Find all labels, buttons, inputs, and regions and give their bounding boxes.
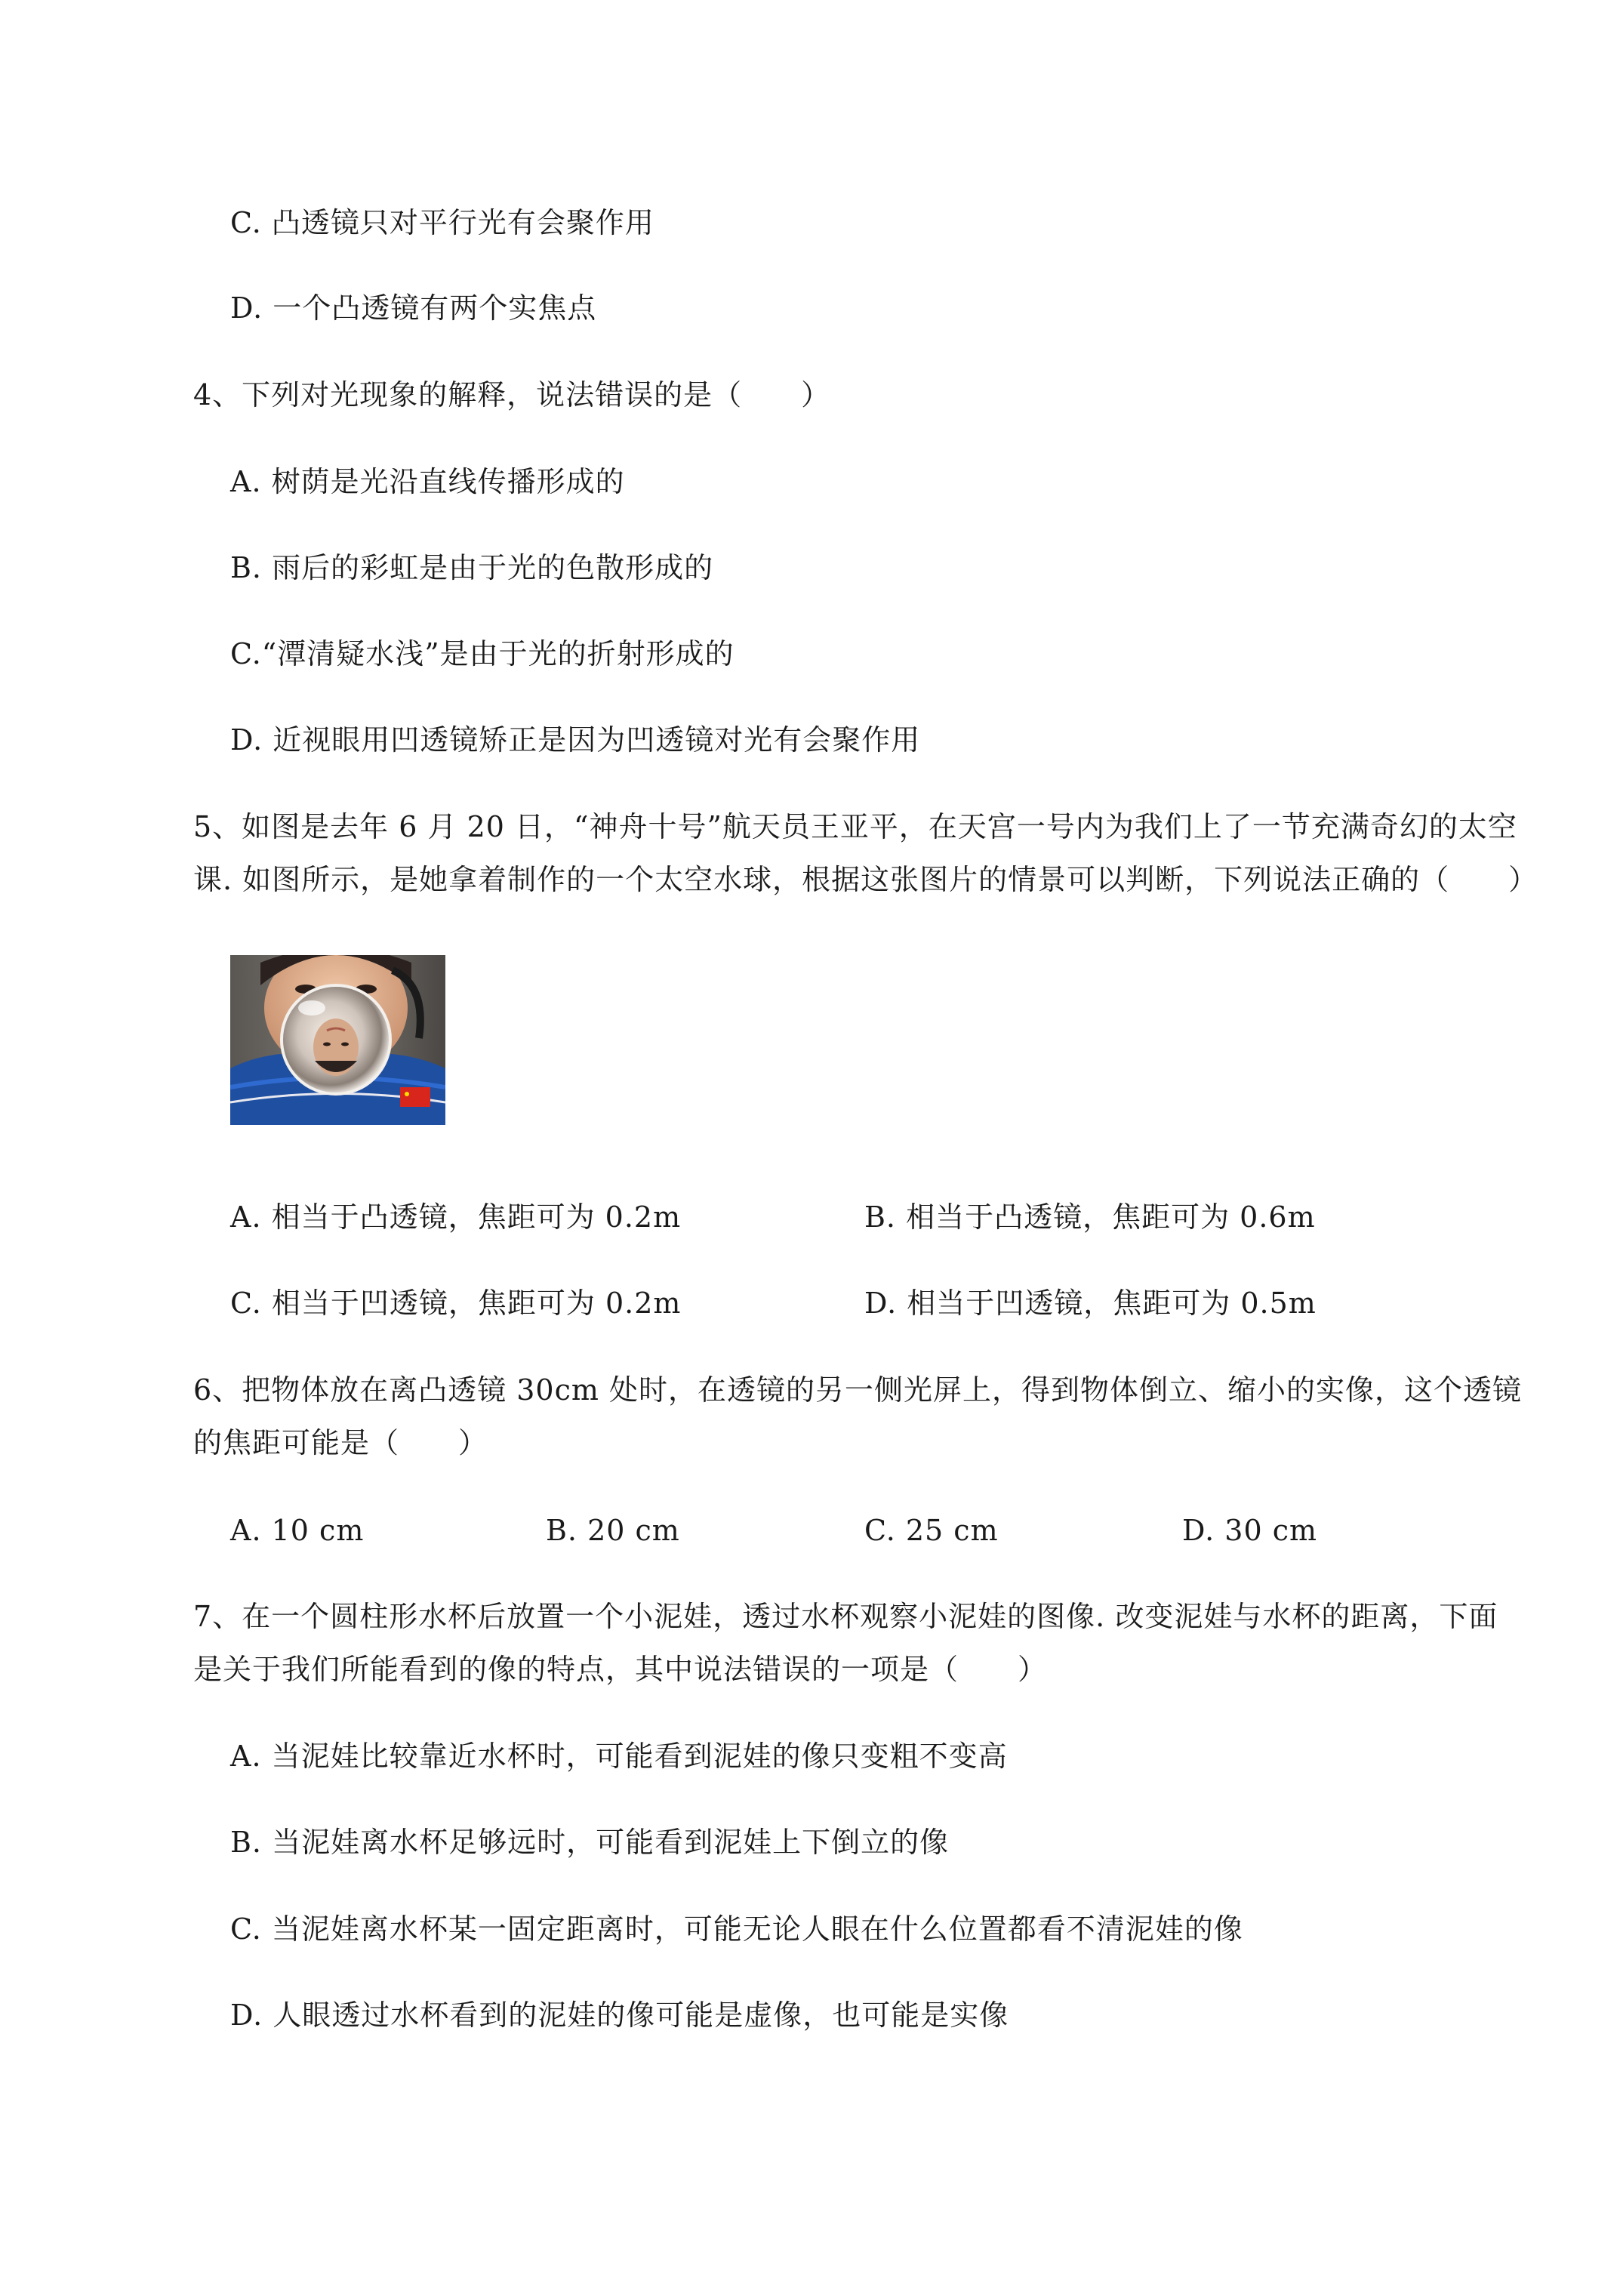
- q6-option-c: C. 25 cm: [864, 1514, 999, 1547]
- q4-option-d: D. 近视眼用凹透镜矫正是因为凹透镜对光有会聚作用: [230, 723, 921, 757]
- q6-option-b: B. 20 cm: [546, 1514, 680, 1547]
- q7-option-d: D. 人眼透过水杯看到的泥娃的像可能是虚像，也可能是实像: [230, 1999, 1009, 2032]
- q7-option-a: A. 当泥娃比较靠近水杯时，可能看到泥娃的像只变粗不变高: [230, 1740, 1008, 1773]
- q5-option-d: D. 相当于凹透镜，焦距可为 0.5m: [864, 1287, 1317, 1320]
- q7-option-b: B. 当泥娃离水杯足够远时，可能看到泥娃上下倒立的像: [230, 1826, 950, 1859]
- q5-stem-line2: 课. 如图所示，是她拿着制作的一个太空水球，根据这张图片的情景可以判断，下列说法正确的（ ）: [193, 863, 1538, 896]
- q4-option-b: B. 雨后的彩虹是由于光的色散形成的: [230, 551, 714, 584]
- q6-stem-line2: 的焦距可能是（ ）: [193, 1426, 488, 1459]
- q6-stem-line1: 6、把物体放在离凸透镜 30cm 处时，在透镜的另一侧光屏上，得到物体倒立、缩小的实像，这个透镜: [193, 1373, 1523, 1407]
- q5-stem-line1: 5、如图是去年 6 月 20 日，“神舟十号”航天员王亚平，在天宫一号内为我们上了一节充满奇幻的太空: [193, 810, 1517, 843]
- q7-stem-line2: 是关于我们所能看到的像的特点，其中说法错误的一项是（ ）: [193, 1653, 1048, 1686]
- q6-option-d: D. 30 cm: [1182, 1514, 1318, 1547]
- q6-option-a: A. 10 cm: [230, 1514, 365, 1547]
- q3-option-d: D. 一个凸透镜有两个实焦点: [230, 291, 597, 325]
- q4-option-c: C.“潭清疑水浅”是由于光的折射形成的: [230, 637, 735, 670]
- q5-option-c: C. 相当于凹透镜，焦距可为 0.2m: [230, 1287, 682, 1320]
- q7-stem-line1: 7、在一个圆柱形水杯后放置一个小泥娃，透过水杯观察小泥娃的图像. 改变泥娃与水杯的距离，下面: [193, 1600, 1498, 1633]
- q7-option-c: C. 当泥娃离水杯某一固定距离时，可能无论人眼在什么位置都看不清泥娃的像: [230, 1912, 1243, 1946]
- q3-option-c: C. 凸透镜只对平行光有会聚作用: [230, 206, 654, 239]
- q4-stem: 4、下列对光现象的解释，说法错误的是（ ）: [193, 378, 831, 411]
- q5-option-a: A. 相当于凸透镜，焦距可为 0.2m: [230, 1200, 682, 1234]
- q5-option-b: B. 相当于凸透镜，焦距可为 0.6m: [864, 1200, 1316, 1234]
- q4-option-a: A. 树荫是光沿直线传播形成的: [230, 465, 625, 498]
- astronaut-water-ball-photo: [230, 955, 445, 1125]
